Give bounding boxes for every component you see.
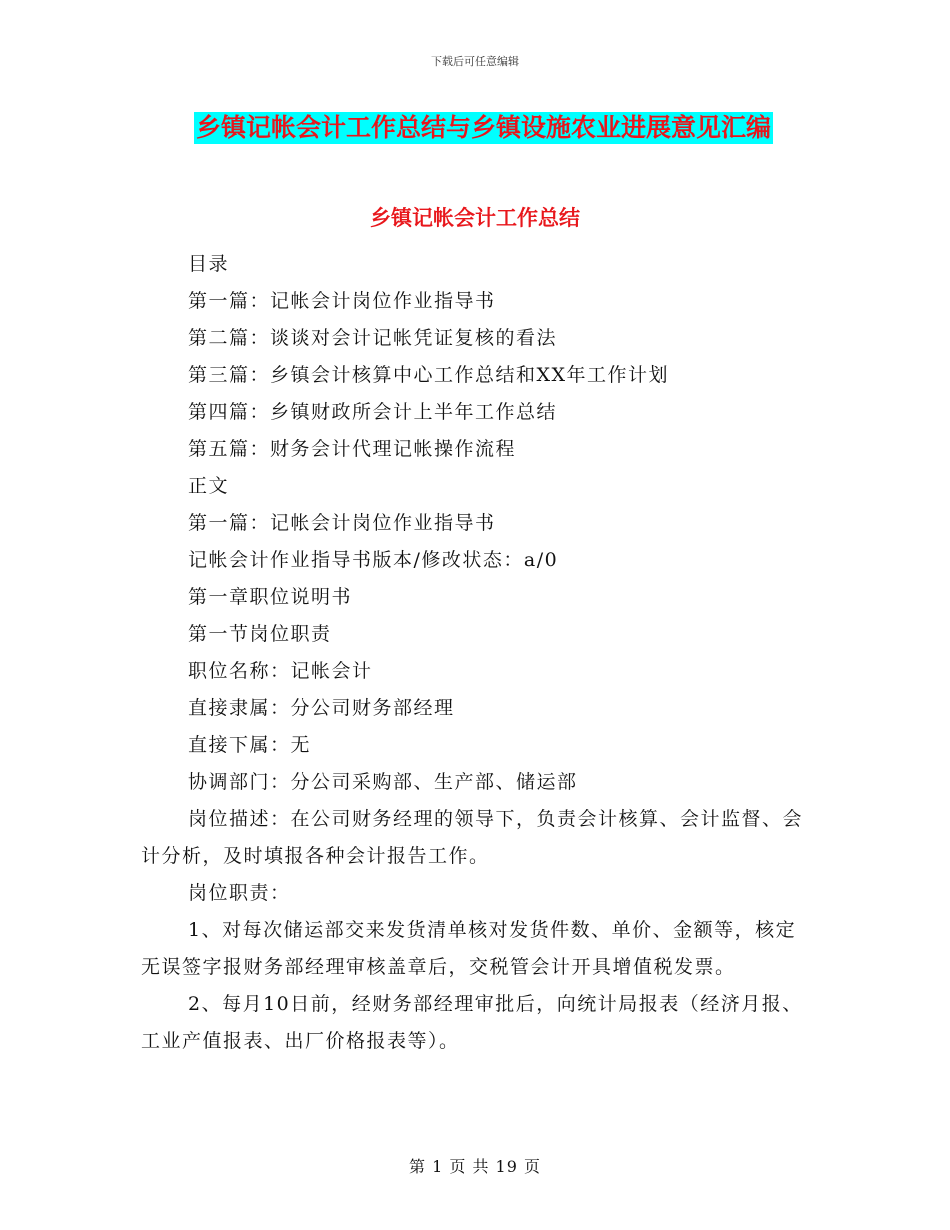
paragraph-description: 岗位描述：在公司财务经理的领导下，负责会计核算、会计监督、会计分析，及时填报各种会计报告工作。 <box>141 808 804 867</box>
section-title: 乡镇记帐会计工作总结 <box>370 206 580 230</box>
paragraph-toc-item-2: 第二篇：谈谈对会计记帐凭证复核的看法 <box>188 327 558 349</box>
page-footer: 第 1 页 共 19 页 <box>409 1157 541 1176</box>
paragraph-toc-item-1: 第一篇：记帐会计岗位作业指导书 <box>188 290 496 312</box>
paragraph-toc-item-4: 第四篇：乡镇财政所会计上半年工作总结 <box>188 401 558 423</box>
paragraph-toc-heading: 目录 <box>188 253 230 275</box>
main-title: 乡镇记帐会计工作总结与乡镇设施农业进展意见汇编 <box>196 113 772 142</box>
paragraph-toc-item-3: 第三篇：乡镇会计核算中心工作总结和XX年工作计划 <box>188 364 670 386</box>
paragraph-duty-1: 1、对每次储运部交来发货清单核对发货件数、单价、金额等，核定无误签字报财务部经理审核盖章后，交税管会计开具增值税发票。 <box>141 919 797 978</box>
header-note: 下载后可任意编辑 <box>431 55 519 68</box>
paragraph-chapter-1: 第一章职位说明书 <box>188 586 353 608</box>
paragraph-coordination: 协调部门：分公司采购部、生产部、储运部 <box>188 771 578 793</box>
paragraph-direct-superior: 直接隶属：分公司财务部经理 <box>188 697 455 719</box>
paragraph-direct-subordinate: 直接下属：无 <box>188 734 312 756</box>
body-text <box>141 246 809 1060</box>
paragraph-chapter-title: 第一篇：记帐会计岗位作业指导书 <box>188 512 496 534</box>
paragraph-version: 记帐会计作业指导书版本/修改状态：a/0 <box>188 549 559 571</box>
paragraph-body-heading: 正文 <box>188 475 230 497</box>
paragraph-duty-2: 2、每月10日前，经财务部经理审批后，向统计局报表（经济月报、工业产值报表、出厂价格报表等）。 <box>141 993 803 1052</box>
paragraph-position-name: 职位名称：记帐会计 <box>188 660 373 682</box>
paragraph-duties-heading: 岗位职责： <box>188 882 291 904</box>
paragraph-section-1: 第一节岗位职责 <box>188 623 332 645</box>
paragraph-toc-item-5: 第五篇：财务会计代理记帐操作流程 <box>188 438 517 460</box>
